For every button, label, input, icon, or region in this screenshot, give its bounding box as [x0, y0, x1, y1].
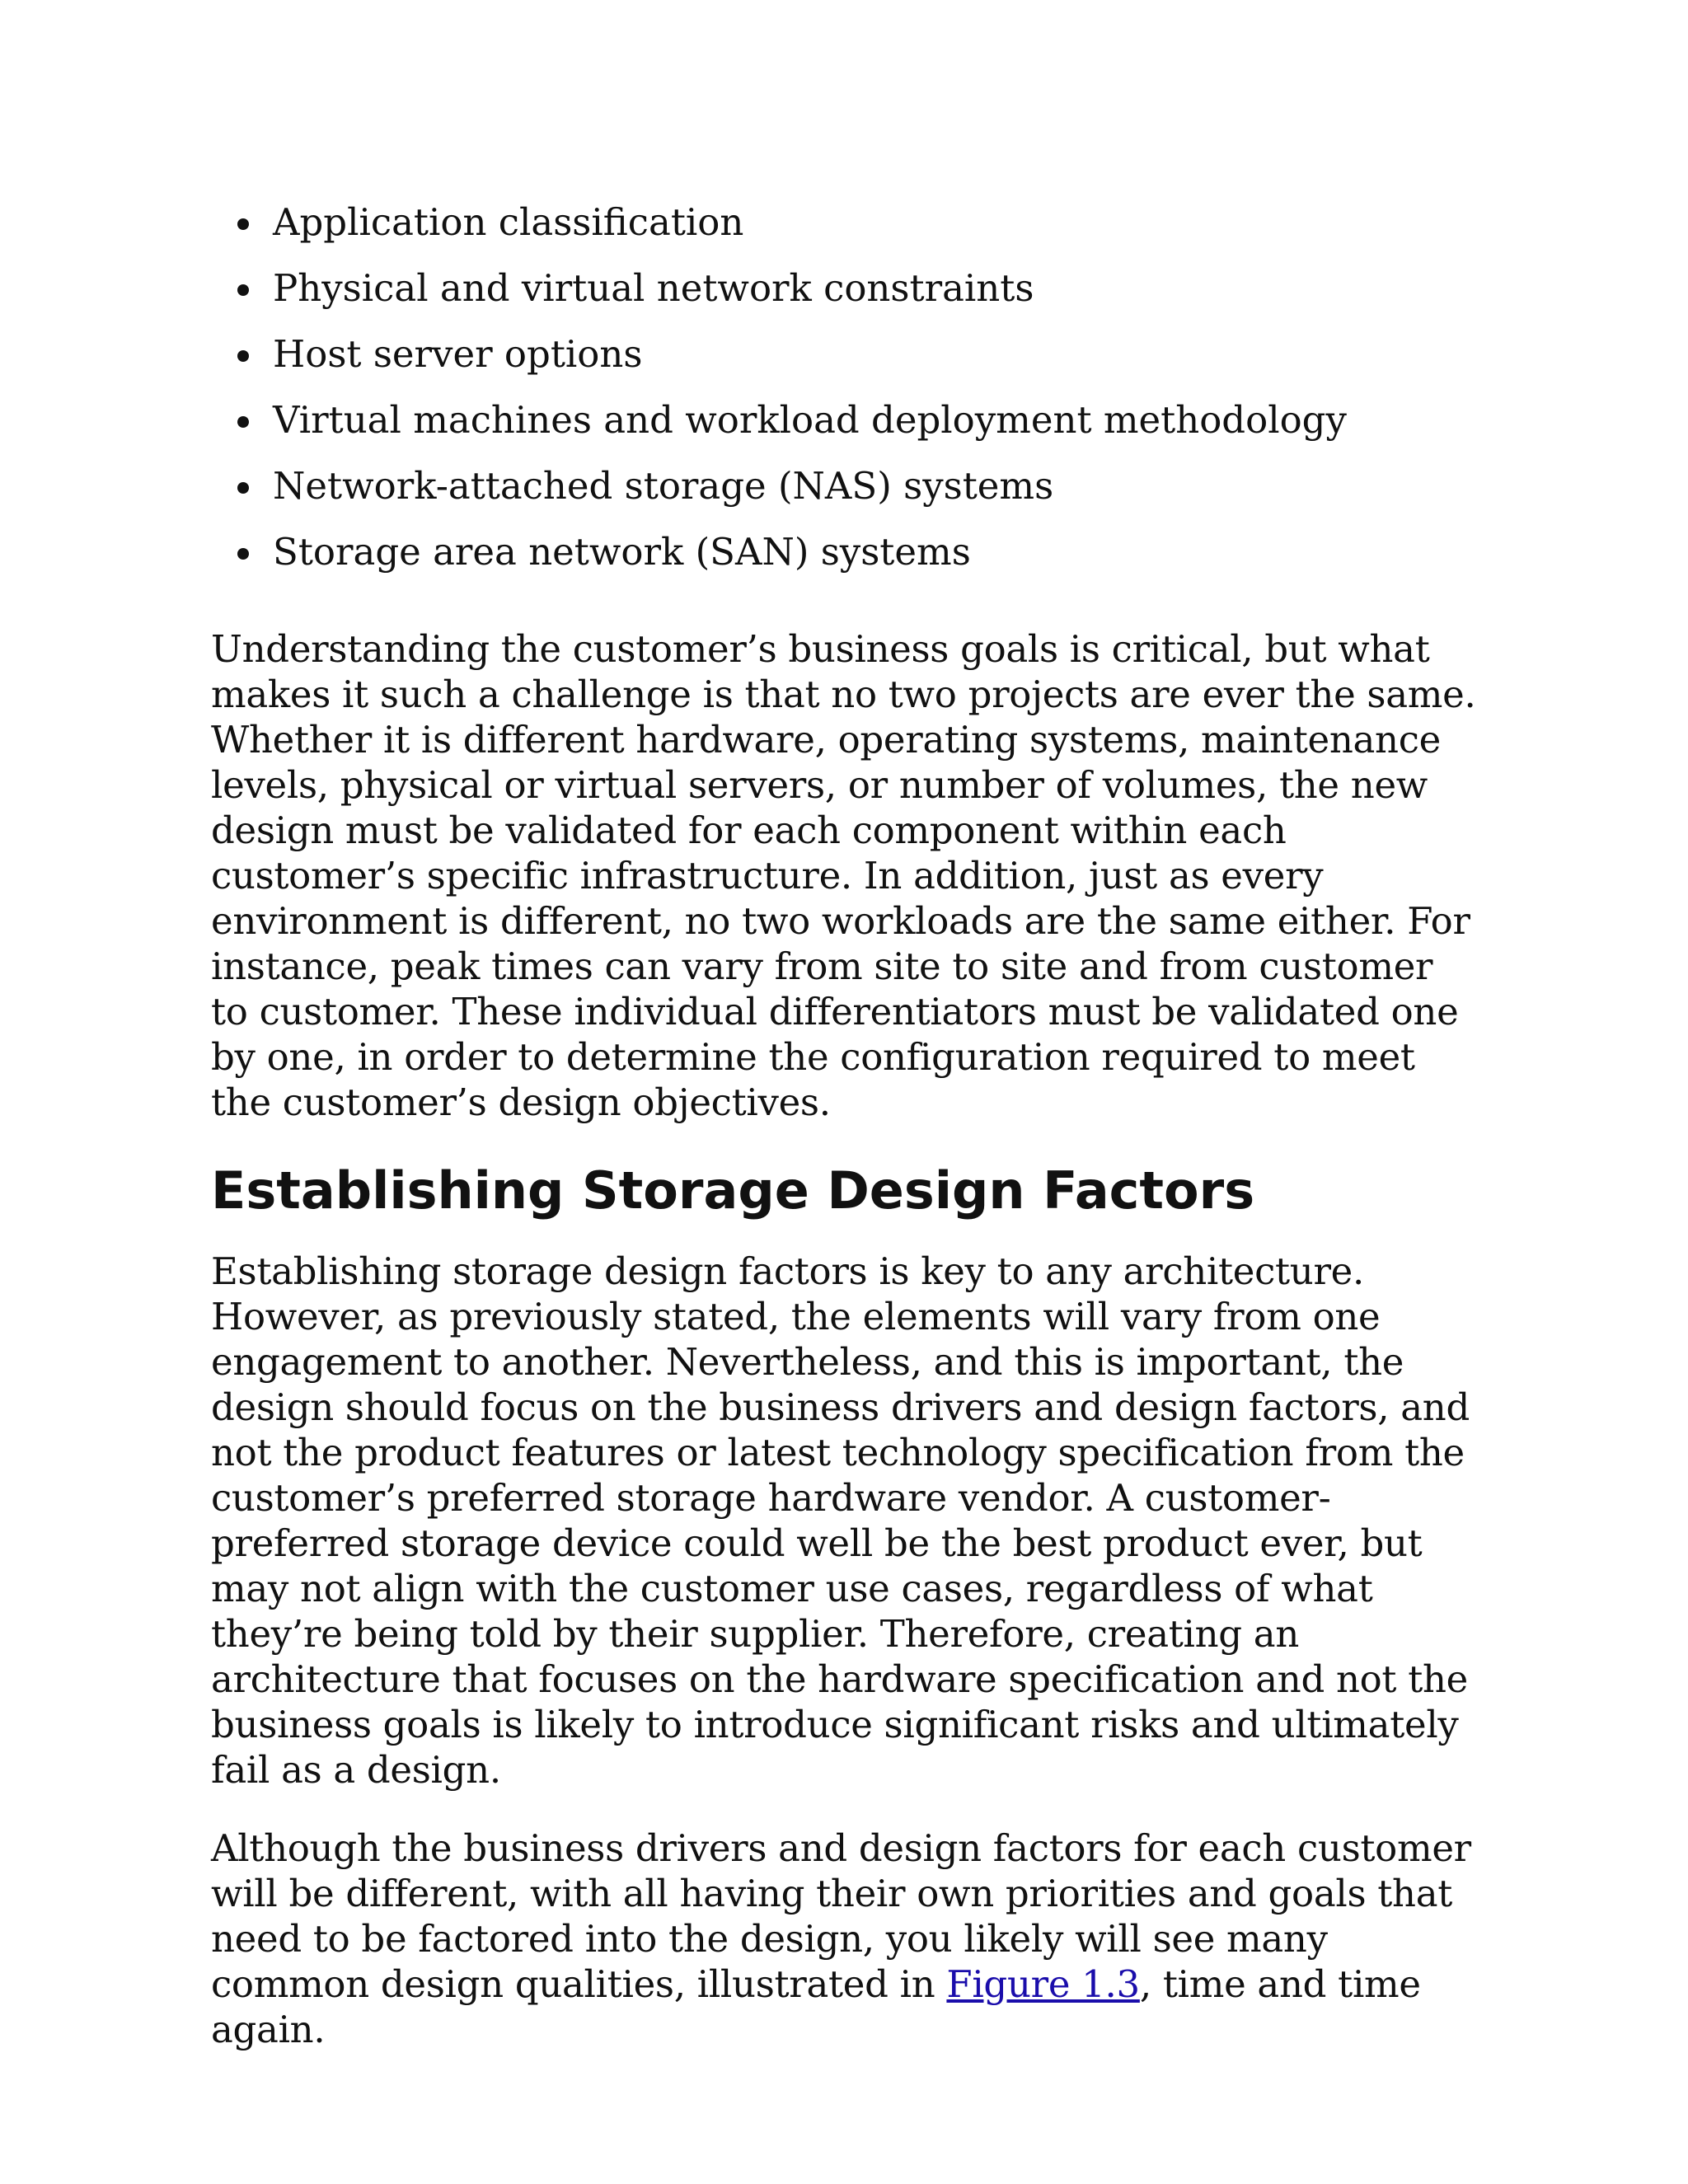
body-paragraph-design-qualities	[211, 1825, 1480, 2052]
paragraph-text-after-link: , time and time again.	[211, 1962, 1421, 2051]
list-item	[211, 255, 1480, 321]
list-item-text: Storage area network (SAN) systems	[273, 530, 971, 574]
list-item-text: Physical and virtual network constraints	[273, 266, 1034, 310]
body-paragraph-design-factors: Establishing storage design factors is key to any architecture. However, as previously stated, the elements will vary from one engagement to another. Nevertheless, and this is important, the design should focus on the business drivers and design factors, and not the product features or latest technology specification from the customer’s preferred storage hardware vendor. A customer-preferred storage device could well be the best product ever, but may not align with the customer use cases, regardless of what they’re being told by their supplier. Therefore, creating an architecture that focuses on the hardware specification and not the business goals is likely to introduce significant risks and ultimately fail as a design.	[211, 1249, 1470, 1792]
document-page	[211, 190, 1480, 2085]
bullet-icon	[237, 482, 249, 494]
bullet-icon	[237, 284, 249, 296]
bullet-icon	[237, 548, 249, 560]
list-item-text: Network-attached storage (NAS) systems	[273, 464, 1054, 508]
section-heading: Establishing Storage Design Factors	[211, 1160, 1255, 1221]
list-item	[211, 321, 1480, 387]
list-item-text: Host server options	[273, 332, 643, 376]
bullet-icon	[237, 416, 249, 428]
list-item	[211, 387, 1480, 453]
figure-reference-link[interactable]: Figure 1.3	[946, 1962, 1140, 2006]
list-item-text: Virtual machines and workload deployment methodology	[273, 398, 1347, 442]
bullet-list	[211, 190, 1480, 585]
list-item-text: Application classification	[273, 200, 744, 244]
list-item	[211, 519, 1480, 585]
list-item	[211, 190, 1480, 255]
bullet-icon	[237, 350, 249, 362]
body-paragraph-customer-goals: Understanding the customer’s business goals is critical, but what makes it such a challenge is that no two projects are ever the same. Whether it is different hardware, operating systems, maintenance levels, physical or virtual servers, or number of volumes, the new design must be validated for each component within each customer’s specific infrastructure. In addition, just as every environment is different, no two workloads are the same either. For instance, peak times can vary from site to site and from customer to customer. These individual differentiators must be validated one by one, in order to determine the configuration required to meet the customer’s design objectives.	[211, 627, 1476, 1124]
list-item	[211, 453, 1480, 519]
paragraph-text-before-link: Although the business drivers and design factors for each customer will be different, with all having their own priorities and goals that need to be factored into the design, you likely will see many common design qualities, illustrated in	[211, 1826, 1471, 2006]
bullet-icon	[237, 218, 249, 230]
